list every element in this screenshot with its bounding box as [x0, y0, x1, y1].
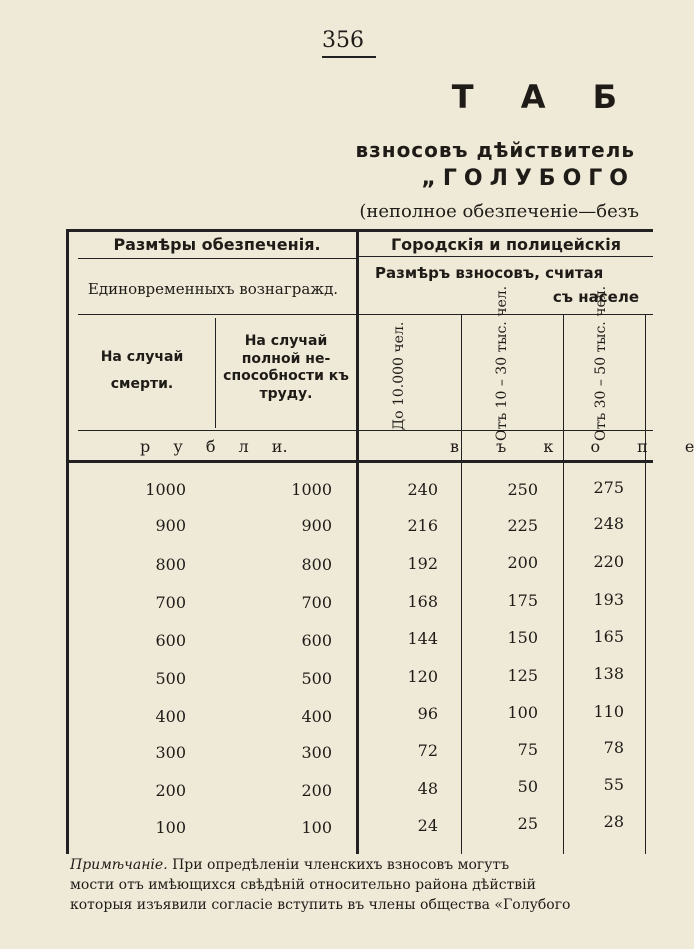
table-title: Т А Б	[451, 78, 635, 116]
fee-col1: 168	[407, 592, 438, 611]
fee-col3: 138	[593, 664, 624, 683]
fee-col3: 165	[593, 627, 624, 646]
fee-col3: 110	[593, 702, 624, 721]
fee-col1: 72	[417, 741, 438, 760]
fee-col3: 78	[603, 738, 624, 757]
disability-amount: 800	[301, 555, 332, 574]
fee-col2: 75	[517, 740, 538, 759]
col-up-to-10000: До 10.000 чел.	[391, 321, 407, 431]
right-header-subtitle-2: съ населе	[552, 288, 639, 306]
footnote-text-1: При опредѣленіи членскихъ взносовъ могутъ	[172, 857, 510, 873]
fee-col1: 240	[407, 480, 438, 499]
death-amount: 100	[155, 818, 186, 837]
fee-col2: 175	[507, 591, 538, 610]
fee-col3: 55	[603, 775, 624, 794]
col-10-30-thousand: Отъ 10 – 30 тыс. чел.	[494, 285, 510, 441]
death-column-header: На случай смерти.	[100, 349, 184, 392]
footnote-line-2: мости отъ имѣющихся свѣдѣній относительно района дѣйствій	[70, 876, 536, 893]
death-amount: 900	[155, 516, 186, 535]
page-number-rule	[322, 56, 376, 58]
fee-col3: 28	[603, 812, 624, 831]
death-amount: 600	[155, 631, 186, 650]
death-amount: 200	[155, 781, 186, 800]
fee-col2: 250	[507, 480, 538, 499]
table-subtitle: взносовъ дѣйствитель	[355, 138, 635, 162]
fee-col2: 100	[507, 703, 538, 722]
left-header-subtitle: Единовременныхъ вознагражд.	[87, 280, 339, 298]
disability-amount: 200	[301, 781, 332, 800]
col-30-50-thousand: Отъ 30 – 50 тыс. чел.	[593, 285, 609, 441]
fee-col2: 50	[517, 777, 538, 796]
fee-col2: 125	[507, 666, 538, 685]
fee-col2: 25	[517, 814, 538, 833]
footnote-line-1	[70, 856, 645, 876]
disability-amount: 400	[301, 707, 332, 726]
disability-column-header: На случай полной не- способности къ труду.	[223, 333, 349, 402]
rubles-unit: р у б л и.	[140, 437, 288, 456]
left-header-title: Размѣры обезпеченія.	[113, 235, 321, 254]
fee-col1: 192	[407, 554, 438, 573]
fee-col1: 120	[407, 667, 438, 686]
fee-col3: 248	[593, 514, 624, 533]
fee-col3: 220	[593, 552, 624, 571]
fee-col2: 225	[507, 516, 538, 535]
footnote	[70, 856, 645, 916]
fee-col1: 96	[417, 704, 438, 723]
coverage-note: (неполное обезпеченіе—безъ	[359, 201, 639, 222]
footnote-line-3: которыя изъявили согласіе вступить въ члены общества «Голубого	[70, 896, 571, 913]
disability-amount: 900	[301, 516, 332, 535]
page-number: 356	[322, 28, 364, 53]
disability-amount: 100	[301, 818, 332, 837]
society-name: „ГОЛУБОГО	[421, 166, 635, 191]
fee-col1: 48	[417, 779, 438, 798]
death-amount: 300	[155, 743, 186, 762]
disability-amount: 700	[301, 593, 332, 612]
fee-col1: 144	[407, 629, 438, 648]
footnote-label: Примѣчаніе.	[70, 857, 168, 873]
disability-amount: 500	[301, 669, 332, 688]
right-header-title: Городскія и полицейскія	[390, 235, 621, 254]
fee-col3: 193	[593, 590, 624, 609]
disability-amount: 300	[301, 743, 332, 762]
death-amount: 700	[155, 593, 186, 612]
fee-col1: 24	[417, 816, 438, 835]
disability-amount: 600	[301, 631, 332, 650]
fee-col3: 275	[593, 478, 624, 497]
death-amount: 1000	[145, 480, 186, 499]
death-amount: 400	[155, 707, 186, 726]
death-amount: 800	[155, 555, 186, 574]
right-header-subtitle-1: Размѣръ взносовъ, считая	[375, 264, 604, 282]
death-amount: 500	[155, 669, 186, 688]
kopecks-unit: в ъ к о п е	[450, 437, 694, 456]
disability-amount: 1000	[291, 480, 332, 499]
fee-col2: 200	[507, 553, 538, 572]
fee-col1: 216	[407, 516, 438, 535]
fee-col2: 150	[507, 628, 538, 647]
